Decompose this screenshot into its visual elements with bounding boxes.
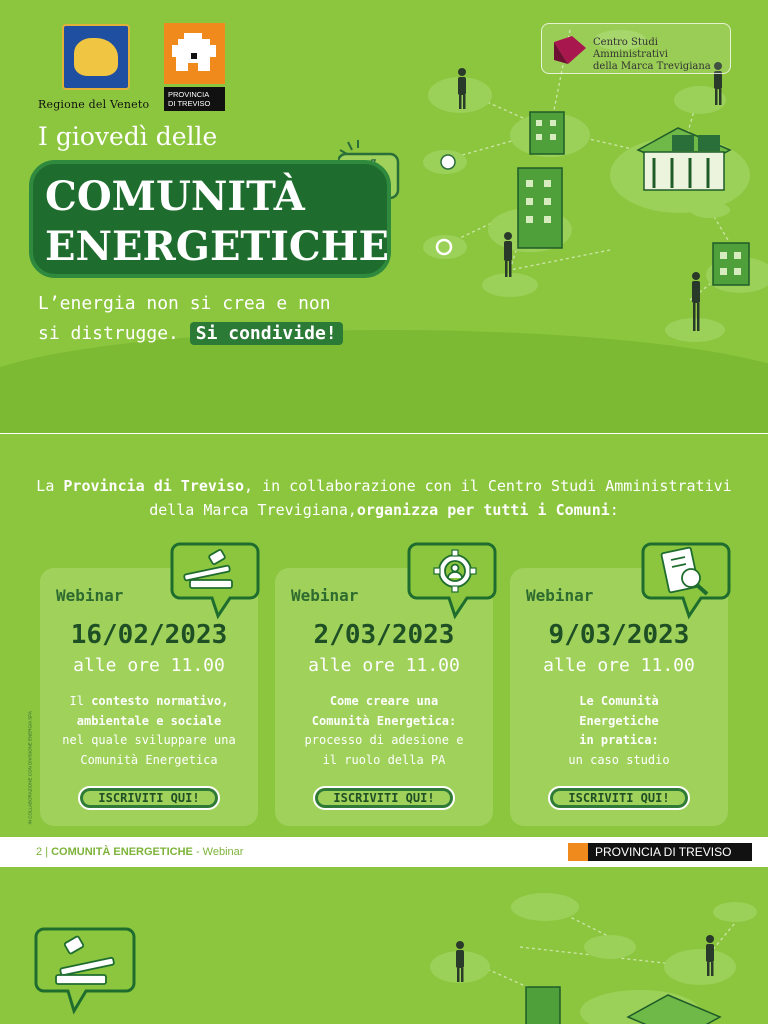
province-label-1: PROVINCIA <box>168 90 210 99</box>
webinar-date: 9/03/2023 <box>548 620 690 650</box>
partner-line-2: della Marca Trevigiana <box>593 61 711 72</box>
next-page <box>0 867 768 1024</box>
treviso-mark-icon <box>568 843 588 861</box>
register-button[interactable]: ISCRIVITI QUI! <box>78 786 220 810</box>
webinar-time: alle ore 11.00 <box>73 655 225 676</box>
page-number: 2 <box>36 846 43 858</box>
provincia-treviso-logo <box>164 23 225 112</box>
side-note: IN COLLABORAZIONE CON DIVISIONE ENERGIA SPA <box>27 711 33 825</box>
webinar-description: Il contesto normativo, ambientale e sociale nel quale sviluppare una Comunità Energetica <box>62 694 236 767</box>
tagline-highlight: Si condivide! <box>190 322 343 345</box>
footer-title: COMUNITÀ ENERGETICHE <box>51 846 193 858</box>
title-line-2: ENERGETICHE <box>45 223 390 270</box>
register-button[interactable]: ISCRIVITI QUI! <box>548 786 690 810</box>
intro-text: La Provincia di Treviso, in collaborazione con il Centro Studi Amministrativi della Marca Trevigiana,organizza per tutti i Comuni: <box>36 477 732 519</box>
webinar-time: alle ore 11.00 <box>543 655 695 676</box>
treviso-mark-icon <box>164 23 225 84</box>
cover-page <box>0 0 768 433</box>
title-box <box>29 160 391 278</box>
title-small: I giovedì delle <box>38 122 218 151</box>
webinar-time: alle ore 11.00 <box>308 655 460 676</box>
webinar-kind: Webinar <box>526 586 594 605</box>
province-label-2: DI TREVISO <box>168 99 211 108</box>
webinar-description: Come creare una Comunità Energetica: processo di adesione e il ruolo della PA <box>304 694 464 767</box>
tagline-line-1: L’energia non si crea e non <box>38 293 331 314</box>
webinar-page <box>0 433 768 837</box>
webinar-kind: Webinar <box>291 586 359 605</box>
lion-crest-icon <box>62 24 130 90</box>
page-footer <box>0 837 768 867</box>
centro-studi-mark-icon <box>550 34 590 66</box>
title-line-1: COMUNITÀ <box>45 173 305 220</box>
regione-veneto-logo <box>38 24 168 114</box>
webinar-date: 16/02/2023 <box>70 620 228 650</box>
register-button[interactable]: ISCRIVITI QUI! <box>313 786 455 810</box>
energy-network-illustration <box>0 867 768 1024</box>
webinar-date: 2/03/2023 <box>313 620 455 650</box>
gear-person-icon <box>407 540 497 620</box>
tagline <box>38 289 343 349</box>
footer-subtitle: - Webinar <box>195 846 244 858</box>
treviso-badge: PROVINCIA DI TREVISO <box>568 843 752 861</box>
webinar-kind: Webinar <box>56 586 124 605</box>
webinar-description: Le Comunità Energetiche in pratica: un caso studio <box>568 694 670 767</box>
region-name: Regione del Veneto <box>38 98 150 111</box>
footer-caption: 2 | COMUNITÀ ENERGETICHE - Webinar <box>36 846 244 858</box>
gavel-icon <box>36 929 134 1011</box>
partner-line-1: Centro Studi Amministrativi <box>593 37 668 60</box>
tagline-line-2: si distrugge. <box>38 323 179 344</box>
checklist-magnifier-icon <box>641 540 731 620</box>
centro-studi-logo <box>541 23 731 74</box>
gavel-icon <box>170 540 260 620</box>
